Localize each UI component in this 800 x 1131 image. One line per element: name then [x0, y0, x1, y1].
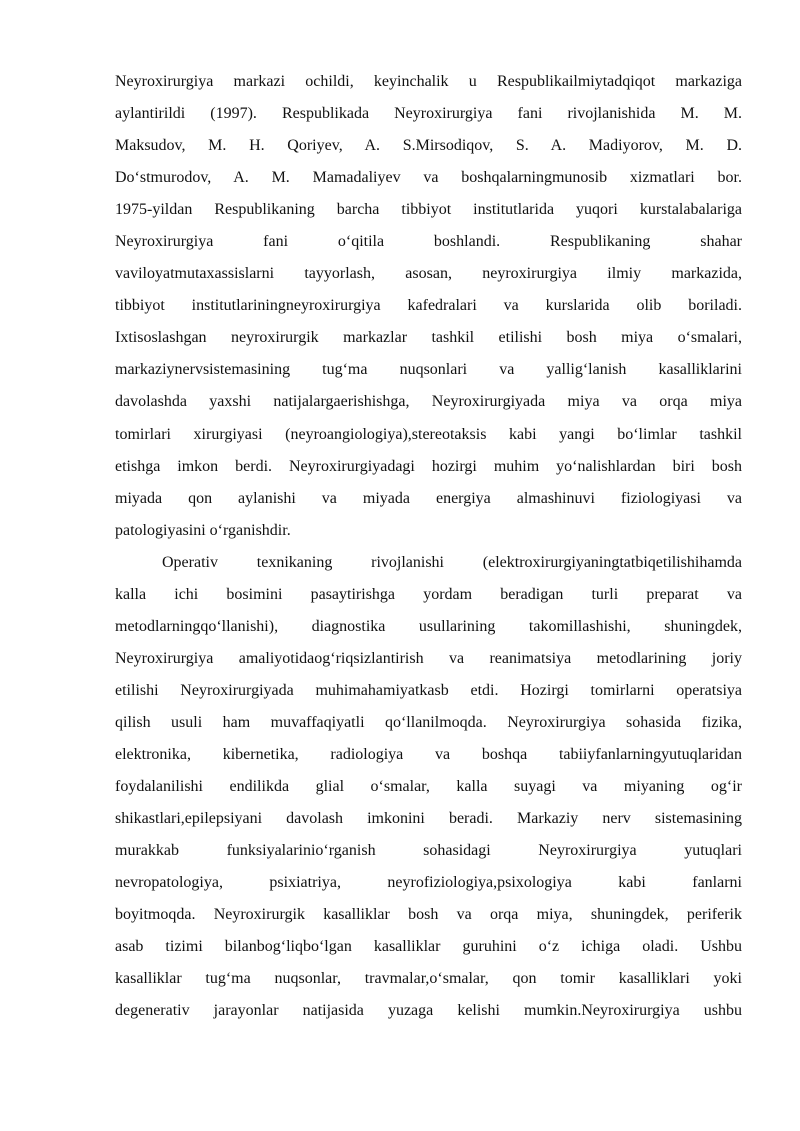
text-line: Neyroxirurgiya markazi ochildi, keyinchalik u Respublikailmiytadqiqot markaziga — [115, 73, 742, 90]
text-line: etishga imkon berdi. Neyroxirurgiyadagi hozirgi muhim yo‘nalishlardan biri bosh — [115, 457, 742, 475]
text-line: 1975-yildan Respublikaning barcha tibbiyot institutlarida yuqori kurstalabalariga — [115, 201, 742, 219]
text-line: miyada qon aylanishi va miyada energiya almashinuvi fiziologiyasi va — [115, 489, 742, 507]
text-line: aylantirildi (1997). Respublikada Neyroxirurgiya fani rivojlanishida M. M. — [115, 105, 742, 123]
text-line: Operativ texnikaning rivojlanishi (elektroxirurgiyaningtatbiqetilishihamda — [162, 553, 742, 571]
paragraph-2 — [115, 547, 742, 1028]
text-line: degenerativ jarayonlar natijasida yuzaga kelishi mumkin.Neyroxirurgiya ushbu — [115, 1002, 742, 1020]
text-line: kasalliklar tug‘ma nuqsonlar, travmalar,o‘smalar, qon tomir kasalliklari yoki — [115, 970, 742, 988]
text-line: Neyroxirurgiya amaliyotidaog‘riqsizlantirish va reanimatsiya metodlarining joriy — [115, 649, 742, 667]
text-line: Ixtisoslashgan neyroxirurgik markazlar tashkil etilishi bosh miya o‘smalari, — [115, 329, 742, 347]
text-line: foydalanilishi endilikda glial o‘smalar, kalla suyagi va miyaning og‘ir — [115, 778, 742, 796]
text-line: vaviloyatmutaxassislarni tayyorlash, asosan, neyroxirurgiya ilmiy markazida, — [115, 265, 742, 283]
text-line: murakkab funksiyalarinio‘rganish sohasidagi Neyroxirurgiya yutuqlari — [115, 842, 742, 860]
text-line: patologiyasini o‘rganishdir. — [115, 521, 291, 539]
text-line: tibbiyot institutlariningneyroxirurgiya kafedralari va kurslarida olib boriladi. — [115, 297, 742, 315]
text-line: Maksudov, M. H. Qoriyev, A. S.Mirsodiqov, S. A. Madiyorov, M. D. — [115, 137, 742, 155]
text-line: elektronika, kibernetika, radiologiya va boshqa tabiiyfanlarningyutuqlaridan — [115, 745, 742, 763]
text-line: nevropatologiya, psixiatriya, neyrofiziologiya,psixologiya kabi fanlarni — [115, 874, 742, 892]
text-line: asab tizimi bilanbog‘liqbo‘lgan kasalliklar guruhini o‘z ichiga oladi. Ushbu — [115, 938, 742, 956]
text-line: davolashda yaxshi natijalargaerishishga, Neyroxirurgiyada miya va orqa miya — [115, 393, 742, 411]
text-line: tomirlari xirurgiyasi (neyroangiologiya),stereotaksis kabi yangi bo‘limlar tashkil — [115, 425, 742, 443]
text-line: metodlarningqo‘llanishi), diagnostika usullarining takomillashishi, shuningdek, — [115, 617, 742, 635]
text-line: Neyroxirurgiya fani o‘qitila boshlandi. Respublikaning shahar — [115, 233, 742, 251]
paragraph-1 — [115, 66, 742, 547]
text-line: Do‘stmurodov, A. M. Mamadaliyev va boshqalarningmunosib xizmatlari bor. — [115, 169, 742, 187]
text-line: etilishi Neyroxirurgiyada muhimahamiyatkasb etdi. Hozirgi tomirlarni operatsiya — [115, 681, 742, 699]
text-line: qilish usuli ham muvaffaqiyatli qo‘llanilmoqda. Neyroxirurgiya sohasida fizika, — [115, 713, 742, 731]
document-page — [115, 66, 742, 1027]
text-line: shikastlari,epilepsiyani davolash imkonini beradi. Markaziy nerv sistemasining — [115, 810, 742, 828]
text-line: markaziynervsistemasining tug‘ma nuqsonlari va yallig‘lanish kasalliklarini — [115, 361, 742, 379]
text-line: kalla ichi bosimini pasaytirishga yordam beradigan turli preparat va — [115, 585, 742, 603]
text-line: boyitmoqda. Neyroxirurgik kasalliklar bosh va orqa miya, shuningdek, periferik — [115, 906, 742, 924]
